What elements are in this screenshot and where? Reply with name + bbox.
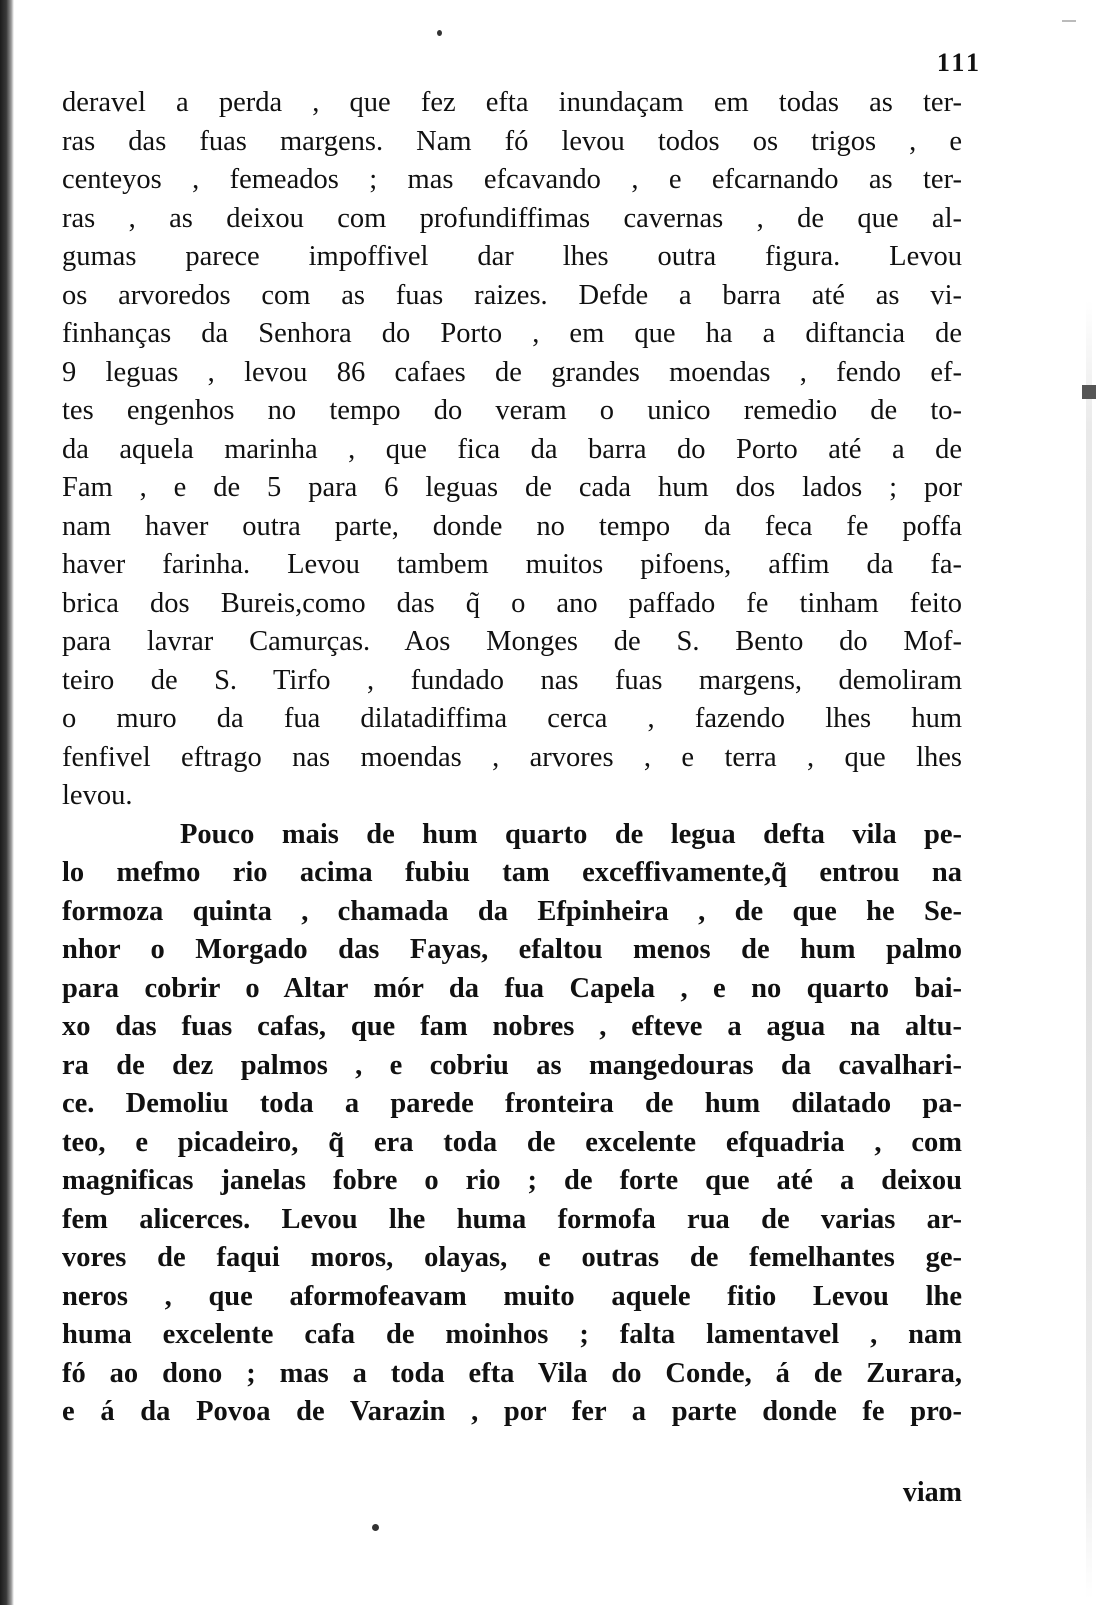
text-line: 9 leguas , levou 86 cafaes de grandes moendas , fendo ef-	[62, 356, 962, 388]
ink-speck	[372, 1524, 379, 1531]
text-line: para cobrir o Altar mór da fua Capela , e no quarto bai-	[62, 972, 962, 1004]
text-line: tes engenhos no tempo do veram o unico remedio de to-	[62, 395, 962, 426]
text-line: para lavrar Camurças. Aos Monges de S. Bento do Mof-	[62, 626, 962, 657]
text-line: Pouco mais de hum quarto de legua defta vila pe-	[180, 818, 962, 850]
text-line: teo, e picadeiro, q̃ era toda de excelente efquadria , com	[62, 1126, 962, 1158]
text-line: neros , que aformofeavam muito aquele fitio Levou lhe	[62, 1280, 962, 1312]
text-line: ras , as deixou com profundiffimas cavernas , de que al-	[62, 202, 962, 234]
text-line: deravel a perda , que fez efta inundaçam em todas as ter-	[62, 87, 962, 118]
text-line: ce. Demoliu toda a parede fronteira de hum dilatado pa-	[62, 1088, 962, 1119]
page-number: 111	[936, 48, 982, 77]
text-line: da aquela marinha , que fica da barra do Porto até a de	[62, 433, 962, 465]
text-line: gumas parece impoffivel dar lhes outra figura. Levou	[62, 241, 962, 272]
text-line: fó ao dono ; mas a toda efta Vila do Conde, á de Zurara,	[62, 1357, 962, 1389]
text-line: huma excelente cafa de moinhos ; falta lamentavel , nam	[62, 1319, 962, 1350]
text-line: xo das fuas cafas, que fam nobres , efteve a agua na altu-	[62, 1011, 962, 1042]
text-line: os arvoredos com as fuas raizes. Defde a barra até as vi-	[62, 279, 962, 311]
text-line: fenfivel eftrago nas moendas , arvores , e terra , que lhes	[62, 741, 962, 773]
text-line: finhanças da Senhora do Porto , em que ha a diftancia de	[62, 318, 962, 349]
text-line: o muro da fua dilatadiffima cerca , fazendo lhes hum	[62, 703, 962, 734]
text-line: ra de dez palmos , e cobriu as mangedouras da cavalhari-	[62, 1049, 962, 1081]
text-line: haver farinha. Levou tambem muitos pifoens, affim da fa-	[62, 549, 962, 580]
paragraph-2	[62, 816, 962, 1432]
page-right-edge	[1078, 0, 1100, 1605]
text-line: nhor o Morgado das Fayas, efaltou menos de hum palmo	[62, 934, 962, 965]
corner-mark	[1062, 20, 1076, 22]
text-line: brica dos Bureis,como das q̃ o ano paffado fe tinham feito	[62, 587, 962, 619]
paragraph-1	[62, 84, 962, 816]
text-line: centeyos , femeados ; mas efcavando , e efcarnando as ter-	[62, 164, 962, 195]
text-line: Fam , e de 5 para 6 leguas de cada hum dos lados ; por	[62, 472, 962, 503]
ink-speck	[437, 30, 442, 36]
body-text	[62, 84, 962, 1432]
text-line: teiro de S. Tirfo , fundado nas fuas margens, demoliram	[62, 664, 962, 696]
text-line: fem alicerces. Levou lhe huma formofa rua de varias ar-	[62, 1203, 962, 1235]
text-line: lo mefmo rio acima fubiu tam exceffivamente,q̃ entrou na	[62, 857, 962, 888]
text-line: vores de faqui moros, olayas, e outras de femelhantes ge-	[62, 1242, 962, 1273]
text-line: nam haver outra parte, donde no tempo da feca fe poffa	[62, 510, 962, 542]
text-line: e á da Povoa de Varazin , por fer a parte donde fe pro-	[62, 1396, 962, 1427]
text-line: ras das fuas margens. Nam fó levou todos os trigos , e	[62, 125, 962, 157]
text-line: formoza quinta , chamada da Efpinheira , de que he Se-	[62, 895, 962, 927]
text-line: magnificas janelas fobre o rio ; de forte que até a deixou	[62, 1165, 962, 1196]
catchword: viam	[902, 1477, 962, 1508]
text-line: levou.	[62, 780, 133, 811]
page-binding-edge	[0, 0, 14, 1605]
